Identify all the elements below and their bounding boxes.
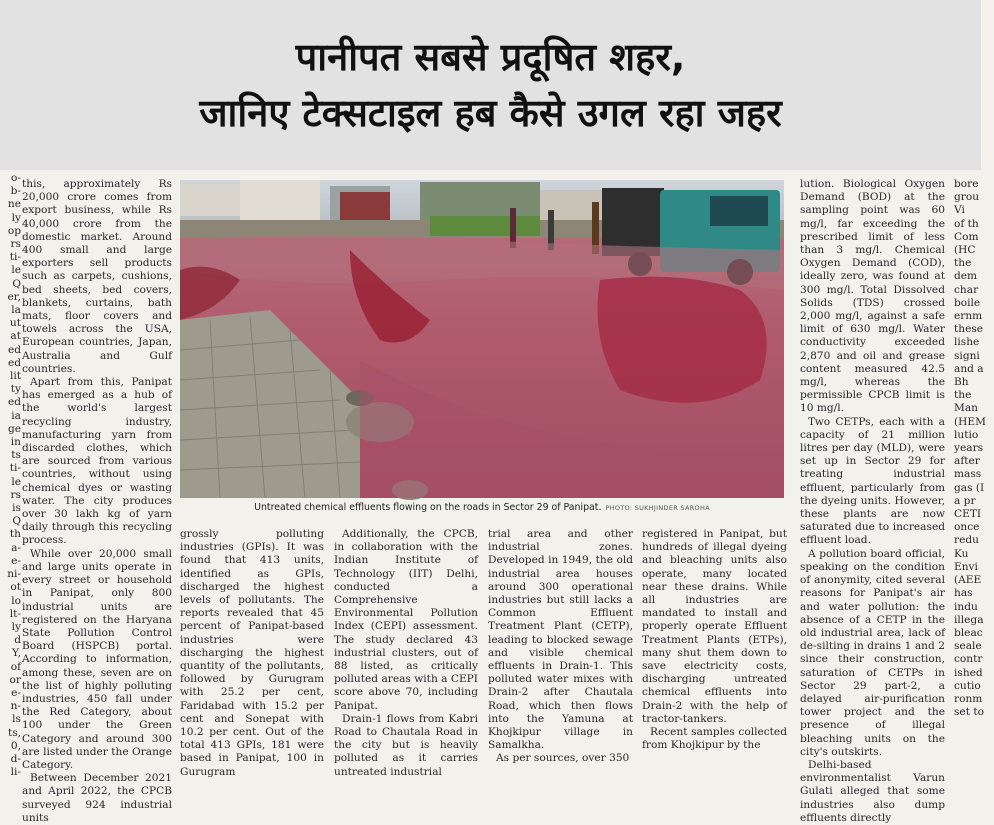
clipped-text-fragment: is [12, 502, 21, 515]
clipped-text-fragment: lt- [9, 607, 21, 620]
clipped-text-fragment: Com [954, 230, 979, 243]
clipped-text-fragment: bleac [954, 626, 983, 639]
clipped-text-fragment: d [14, 634, 21, 647]
clipped-text-fragment: gas (I [954, 481, 985, 494]
article-column-6 [800, 178, 945, 824]
news-photo [180, 180, 784, 498]
clipped-text-fragment: ia [11, 409, 21, 422]
clipped-text-fragment: Bh [954, 376, 969, 389]
clipped-text-fragment: ed [7, 343, 21, 356]
paragraph: Two CETPs, each with a capacity of 21 million litres per day (MLD), were set up in Sector 29 for treating industrial effluent, particularly from the dyeing units. However, these plants are now saturated due to increased effluent load. [800, 415, 945, 547]
clipped-text-fragment: er, [7, 290, 21, 303]
clipped-text-fragment: ts [11, 449, 21, 462]
clipped-text-fragment: le [11, 264, 21, 277]
clipped-text-fragment: Man [954, 402, 978, 415]
clipped-text-fragment: lit [9, 370, 21, 383]
paragraph: Between December 2021 and April 2022, the CPCB surveyed 924 industrial units [22, 772, 172, 824]
clipped-text-fragment: Q [12, 515, 21, 528]
clipped-text-fragment: a pr [954, 494, 976, 507]
clipped-text-fragment: Q [12, 277, 21, 290]
clipped-text-fragment: ly [11, 211, 21, 224]
clipped-text-fragment: la [11, 304, 21, 317]
clipped-text-fragment: ne [7, 198, 21, 211]
headline-line-1: पानीपत सबसे प्रदूषित शहर, [295, 35, 686, 79]
clipped-text-fragment: cutio [954, 679, 981, 692]
article-column-4 [488, 528, 633, 765]
clipped-text-fragment: e- [11, 686, 21, 699]
clipped-text-fragment: ts, [7, 726, 21, 739]
photo-credit: PHOTO: SUKHJINDER SAROHA [605, 504, 710, 512]
clipped-text-fragment: redu [954, 534, 979, 547]
clipped-text-fragment: op [7, 224, 21, 237]
clipped-text-fragment: set to [954, 706, 984, 719]
clipped-text-fragment: (HEM [954, 415, 986, 428]
clipped-text-fragment: ti- [9, 251, 21, 264]
clipped-text-fragment: years [954, 442, 984, 455]
paragraph: Drain-1 flows from Kabri Road to Chautala Road in the city but is heavily polluted as it carries untreated industrial [334, 712, 478, 778]
clipped-text-fragment: li- [10, 766, 21, 779]
paragraph: While over 20,000 small and large units operate in every street or household in Panipat, only 800 industrial units are registered on the Haryana State Pollution Control Board (HSPCB) portal. According to information, among these, seven are on the list of highly polluting industries, 450 fall under the Red Category, about 100 under the Green Category and around 300 are listed under the Orange Category. [22, 547, 172, 771]
clipped-text-fragment: or [9, 673, 21, 686]
paragraph: trial area and other industrial zones. Developed in 1949, the old industrial area houses around 300 operational industries but still lacks a Common Effluent Treatment Plant (CETP), leading to blocked sewage and visible chemical effluents in Drain-1. This polluted water mixes with Drain-2 after Chautala Road, which then flows into the Yamuna at Khojkipur village in Samalkha. [488, 528, 633, 752]
caption-text: Untreated chemical effluents flowing on the roads in Sector 29 of Panipat. [254, 502, 602, 513]
clipped-text-fragment: ni- [7, 568, 21, 581]
article-column-1 [22, 178, 172, 824]
clipped-text-fragment: o- [11, 172, 21, 184]
clipped-text-fragment: in [10, 436, 21, 449]
clipped-text-fragment: ished [954, 666, 983, 679]
clipped-text-fragment: d- [10, 752, 21, 765]
clipped-text-fragment: grou [954, 191, 980, 204]
clipped-text-fragment: lishe [954, 336, 980, 349]
clipped-text-fragment: rs [10, 238, 21, 251]
clipped-text-fragment: at [10, 330, 21, 343]
paragraph: Apart from this, Panipat has emerged as a hub of the world's largest recycling industry, manufacturing yarn from discarded clothes, which are sourced from various countries, without using chemical dyes or wasting water. The city produces over 30 lakh kg of yarn daily through this recycling process. [22, 376, 172, 547]
paragraph: registered in Panipat, but hundreds of illegal dyeing and bleaching units also operate, many located near these drains. While all industries are mandated to install and properly operate Effluent Treatment Plants (ETPs), many shut them down to save electricity costs, discharging untreated chemical effluents into Drain-2 with the help of tractor-tankers. [642, 528, 787, 725]
clipped-text-fragment: of th [954, 217, 979, 230]
paragraph: As per sources, over 350 [496, 752, 630, 765]
clipped-text-fragment: ronm [954, 692, 983, 705]
clipped-text-fragment: rs [10, 488, 21, 501]
clipped-text-fragment: signi [954, 349, 980, 362]
clipped-text-fragment: Vi [954, 204, 965, 217]
clipped-text-fragment: le [11, 475, 21, 488]
clipped-text-fragment: after [954, 455, 980, 468]
headline-banner [0, 0, 981, 170]
clipped-text-fragment: the [954, 389, 972, 402]
clipped-text-fragment: these [954, 323, 984, 336]
clipped-text-fragment: boile [954, 296, 981, 309]
clipped-text-fragment: ty [10, 383, 21, 396]
clipped-text-fragment: CETI [954, 508, 982, 521]
clipped-text-fragment: a- [11, 541, 21, 554]
clipped-text-fragment: b- [10, 185, 21, 198]
clipped-text-fragment: (HC [954, 244, 976, 257]
clipped-text-fragment: char [954, 283, 979, 296]
paragraph: Delhi-based environmentalist Varun Gulati alleged that some industries also dump effluents directly [800, 758, 945, 824]
clipped-text-fragment: n- [10, 700, 21, 713]
clipped-text-fragment: e- [11, 554, 21, 567]
clipped-text-fragment: indu [954, 600, 978, 613]
paragraph: grossly polluting industries (GPIs). It was found that 413 units, identified as GPIs, discharged the highest levels of pollutants. The reports revealed that 45 percent of Panipat-based industries were discharging the highest quantity of the pollutants, followed by Gurugram with 25.2 per cent, Faridabad with 15.2 per cent and Sonepat with 10.2 per cent. Out of the total 413 GPIs, 181 were based in Panipat, 100 in Gurugram [180, 528, 324, 778]
paragraph: Recent samples collected from Khojkipur by the [642, 726, 787, 752]
clipped-left-column [0, 172, 21, 779]
article-column-5 [642, 528, 787, 752]
clipped-text-fragment: ge [7, 422, 21, 435]
article-column-3 [334, 528, 478, 778]
paragraph: lution. Biological Oxygen Demand (BOD) at the sampling point was 60 mg/l, far exceeding the prescribed limit of less than 3 mg/l. Chemical Oxygen Demand (COD), ideally zero, was found at 300 mg/l. Total Dissolved Solids (TDS) crossed 2,000 mg/l, against a safe limit of 630 mg/l. Water conductivity exceeded 2,870 and oil and grease content measured 42.5 mg/l, whereas the permissible CPCB limit is 10 mg/l. [800, 178, 945, 415]
clipped-text-fragment: ls [12, 713, 21, 726]
clipped-text-fragment: lutio [954, 428, 979, 441]
clipped-text-fragment: ut [9, 317, 21, 330]
clipped-text-fragment: once [954, 521, 980, 534]
clipped-text-fragment: lo [11, 594, 21, 607]
clipped-text-fragment: Envi [954, 560, 978, 573]
clipped-text-fragment: bore [954, 178, 979, 190]
clipped-text-fragment: the [954, 257, 972, 270]
polluted-road-illustration [180, 180, 784, 498]
clipped-text-fragment: ly [11, 620, 21, 633]
headline-line-2: जानिए टेक्सटाइल हब कैसे उगल रहा जहर [199, 91, 782, 135]
clipped-text-fragment: ernm [954, 310, 983, 323]
article-column-2 [180, 528, 324, 778]
clipped-text-fragment: illega [954, 613, 984, 626]
clipped-text-fragment: Ku [954, 547, 969, 560]
clipped-text-fragment: ti- [9, 462, 21, 475]
clipped-text-fragment: ot [10, 581, 21, 594]
paragraph: Additionally, the CPCB, in collaboration with the Indian Institute of Technology (IIT) Delhi, conducted a Comprehensive Environmental Pollution Index (CEPI) assessment. The study declared 43 industrial clusters, out of 88 listed, as critically polluted areas with a CEPI score above 70, including Panipat. [334, 528, 478, 712]
clipped-text-fragment: Y, [12, 647, 21, 660]
clipped-right-column [954, 178, 994, 736]
paragraph: A pollution board official, speaking on the condition of anonymity, cited several reasons for Panipat's air and water pollution: the absence of a CETP in the old industrial area, lack of de-silting in drains 1 and 2 since their construction, saturation of CETPs in Sector 29 part-2, a delayed air-purification tower project and the presence of illegal bleaching units on the city's outskirts. [800, 547, 945, 758]
clipped-text-fragment: has [954, 587, 973, 600]
clipped-text-fragment: mass [954, 468, 982, 481]
clipped-text-fragment: dem [954, 270, 978, 283]
clipped-text-fragment: ed [7, 356, 21, 369]
clipped-text-fragment: of [10, 660, 21, 673]
clipped-text-fragment: 0, [10, 739, 21, 752]
clipped-text-fragment: seale [954, 640, 982, 653]
photo-caption [180, 500, 784, 516]
clipped-text-fragment: ed [7, 396, 21, 409]
clipped-text-fragment: th [9, 528, 21, 541]
clipped-text-fragment: and a [954, 362, 984, 375]
clipped-text-fragment: contr [954, 653, 983, 666]
clipped-text-fragment: (AEE [954, 574, 982, 587]
paragraph: this, approximately Rs 20,000 crore comes from export business, while Rs 40,000 crore from the domestic market. Around 400 small and large exporters sell products such as carpets, cushions, bed sheets, bed covers, blankets, curtains, bath mats, floor covers and towels across the USA, European countries, Japan, Australia and Gulf countries. [22, 178, 172, 375]
